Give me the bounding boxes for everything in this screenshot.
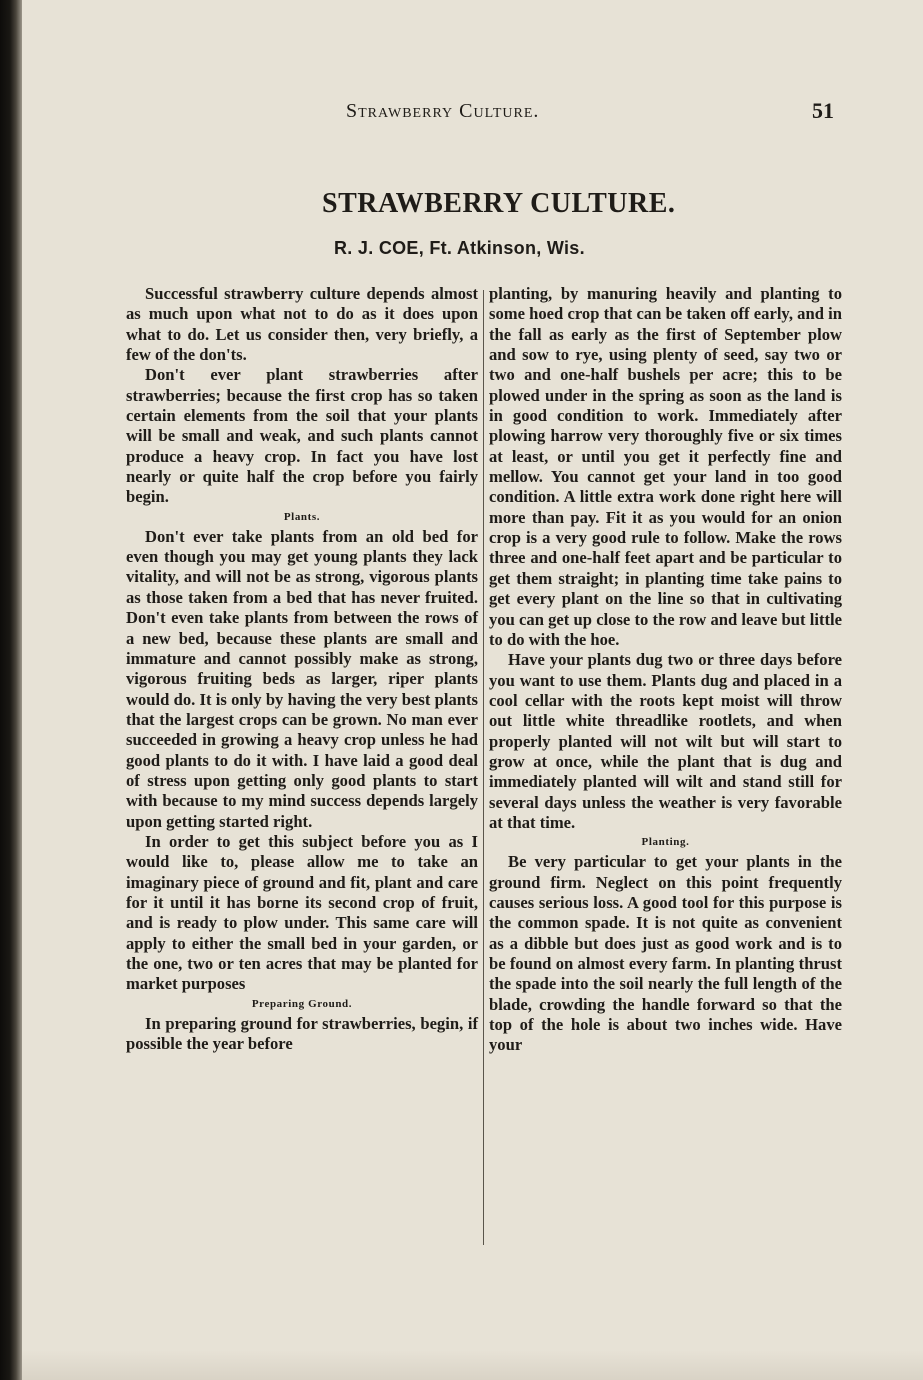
- section-subhead-preparing-ground: Preparing Ground.: [251, 997, 353, 1010]
- left-column: [126, 284, 478, 1054]
- book-spine-shadow: [0, 0, 22, 1380]
- paragraph: In order to get this subject before you as I would like to, please allow me to take an imaginary piece of ground and fit, plant and care for it until it has borne its second crop of fruit, and is ready to plow under. This same care will apply to either the small bed in your garden, or the one, two or ten acres that may be planted for market purposes: [126, 831, 478, 994]
- paragraph: Be very particular to get your plants in the ground firm. Neglect on this point frequently causes serious loss. A good tool for this purpose is the common spade. It is not quite as convenient as a dibble but does just as good work and is to be found on almost every farm. In planting thrust the spade into the soil nearly the full length of the blade, crowding the handle forward so that the top of the hole is about two inches wide. Have your: [489, 852, 842, 1055]
- paragraph: Successful strawberry culture depends almost as much upon what not to do as it does upon what to do. Let us consider then, very briefly, a few of the don'ts.: [126, 284, 478, 365]
- article-byline: R. J. COE, Ft. Atkinson, Wis.: [334, 238, 585, 258]
- right-column: [489, 284, 842, 1056]
- paragraph-continued: planting, by manuring heavily and planting to some hoed crop that can be taken off early, and in the fall as early as the first of September plow and sow to rye, using plenty of seed, say two or two and one-half bushels per acre; this to be plowed under in the spring as soon as the land is in good condition to work. Immediately after plowing harrow very thoroughly five or six times at least, or until you get it perfectly fine and mellow. You cannot get your land in too good condition. A little extra work done right here will more than pay. Fit it as you would for an onion crop is a very good rule to follow. Make the rows three and one-half feet apart and be particular to get them straight; in planting time take pains to get every plant on the line so that in cultivating you can get up close to the row and leave but little to do with the hoe.: [489, 284, 842, 649]
- paragraph: In preparing ground for strawberries, begin, if possible the year before: [126, 1013, 478, 1054]
- article-title: STRAWBERRY CULTURE.: [322, 188, 676, 219]
- column-divider: [483, 290, 484, 1245]
- section-subhead-plants: Plants.: [283, 510, 321, 523]
- paragraph: Don't ever take plants from an old bed for even though you may get young plants they lack vitality, and will not be as strong, vigorous plants as those taken from a bed that has never fruited. Don't even take plants from between the rows of a new bed, because these plants are small and immature and cannot possibly make as strong, vigorous fruiting beds as larger, riper plants would do. It is only by having the very best plants that the largest crops can be grown. No man ever succeeded in growing a heavy crop unless he had good plants to do it with. I have laid a good deal of stress upon getting only good plants to start with because to my mind success depends largely upon getting started right.: [126, 526, 478, 831]
- page-bottom-edge: [22, 1350, 923, 1380]
- page-number: 51: [812, 98, 834, 123]
- running-head: Strawberry Culture.: [346, 100, 540, 122]
- paragraph: Have your plants dug two or three days before you want to use them. Plants dug and placed in a cool cellar with the roots kept moist will throw out little white threadlike rootlets, and when properly planted will not wilt but will start to grow at once, while the plant that is dug and immediately planted will wilt and stand still for several days unless the weather is very favorable at that time.: [489, 650, 842, 832]
- section-subhead-planting: Planting.: [641, 836, 690, 849]
- paragraph: Don't ever plant strawberries after strawberries; because the first crop has so taken certain elements from the soil that your plants will be small and weak, and such plants cannot produce a heavy crop. In fact you have lost nearly or quite half the crop before you fairly begin.: [126, 365, 478, 507]
